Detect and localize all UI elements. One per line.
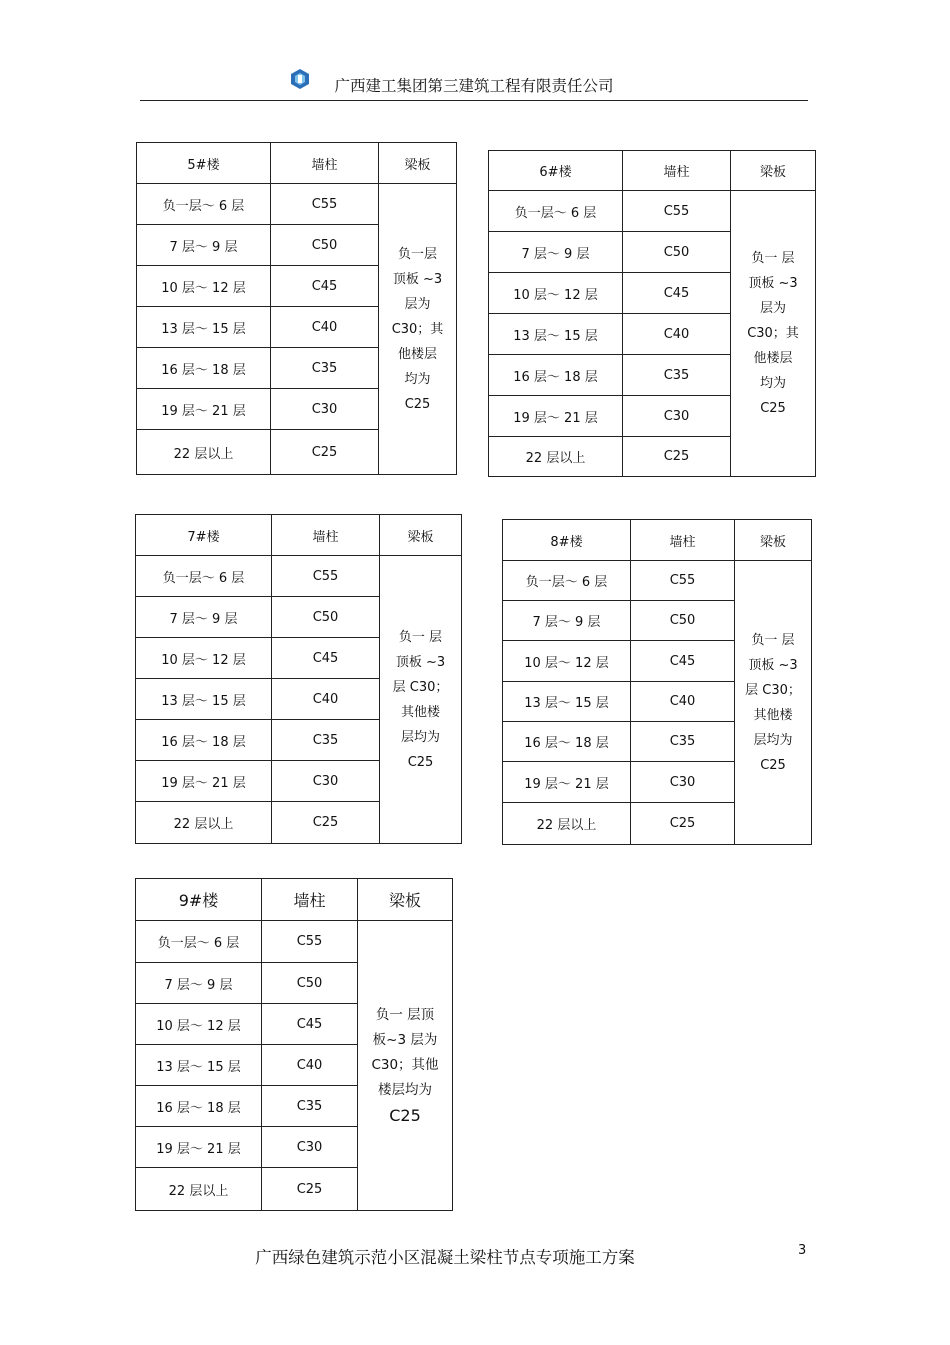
wall-grade: C25 (623, 437, 731, 477)
floor-range: 13 层～ 15 层 (489, 314, 623, 355)
wall-grade: C35 (271, 348, 379, 389)
wall-grade: C50 (271, 225, 379, 266)
wall-grade: C55 (631, 561, 735, 601)
concrete-grade-table-8 (502, 519, 812, 845)
floor-range: 16 层～ 18 层 (137, 348, 271, 389)
company-name: 广西建工集团第三建筑工程有限责任公司 (334, 77, 614, 95)
floor-range: 7 层～ 9 层 (136, 597, 272, 638)
slab-column-header: 梁板 (358, 879, 453, 921)
floor-range: 22 层以上 (136, 1168, 262, 1211)
floor-range: 负一层～ 6 层 (136, 556, 272, 597)
wall-grade: C55 (623, 191, 731, 232)
floor-range: 19 层～ 21 层 (137, 389, 271, 430)
wall-column-header: 墙柱 (623, 151, 731, 191)
wall-grade: C40 (272, 679, 380, 720)
wall-grade: C35 (623, 355, 731, 396)
wall-grade: C55 (262, 921, 358, 963)
building-label: 7#楼 (136, 515, 272, 556)
wall-grade: C50 (631, 601, 735, 641)
floor-range: 10 层～ 12 层 (503, 641, 631, 682)
wall-grade: C45 (272, 638, 380, 679)
wall-grade: C30 (262, 1127, 358, 1168)
wall-grade: C25 (271, 430, 379, 475)
slab-grade-note: 负一 层 顶板 ~3 层 C30； 其他楼 层均为 C25 (380, 556, 462, 844)
slab-grade-note: 负一层 顶板 ~3 层为 C30；其 他楼层 均为 C25 (379, 184, 457, 475)
wall-column-header: 墙柱 (272, 515, 380, 556)
floor-range: 16 层～ 18 层 (136, 1086, 262, 1127)
wall-grade: C30 (272, 761, 380, 802)
floor-range: 19 层～ 21 层 (503, 762, 631, 803)
concrete-grade-table-6 (488, 150, 816, 477)
slab-column-header: 梁板 (380, 515, 462, 556)
floor-range: 7 层～ 9 层 (489, 232, 623, 273)
wall-column-header: 墙柱 (271, 143, 379, 184)
building-label: 8#楼 (503, 520, 631, 561)
floor-range: 16 层～ 18 层 (136, 720, 272, 761)
concrete-grade-table-7 (135, 514, 462, 844)
floor-range: 10 层～ 12 层 (489, 273, 623, 314)
floor-range: 7 层～ 9 层 (137, 225, 271, 266)
floor-range: 22 层以上 (137, 430, 271, 475)
wall-grade: C50 (272, 597, 380, 638)
wall-grade: C45 (623, 273, 731, 314)
floor-range: 10 层～ 12 层 (137, 266, 271, 307)
floor-range: 16 层～ 18 层 (489, 355, 623, 396)
page-number: 3 (798, 1243, 807, 1258)
slab-column-header: 梁板 (379, 143, 457, 184)
floor-range: 19 层～ 21 层 (136, 761, 272, 802)
floor-range: 7 层～ 9 层 (503, 601, 631, 641)
floor-range: 负一层～ 6 层 (503, 561, 631, 601)
floor-range: 负一层～ 6 层 (489, 191, 623, 232)
floor-range: 16 层～ 18 层 (503, 722, 631, 762)
wall-grade: C50 (623, 232, 731, 273)
wall-column-header: 墙柱 (262, 879, 358, 921)
floor-range: 13 层～ 15 层 (503, 682, 631, 722)
concrete-grade-table-9 (135, 878, 453, 1211)
building-label: 9#楼 (136, 879, 262, 921)
floor-range: 7 层～ 9 层 (136, 963, 262, 1004)
floor-range: 负一层～ 6 层 (137, 184, 271, 225)
floor-range: 13 层～ 15 层 (136, 1045, 262, 1086)
slab-column-header: 梁板 (735, 520, 812, 561)
wall-grade: C55 (271, 184, 379, 225)
document-title-footer: 广西绿色建筑示范小区混凝土梁柱节点专项施工方案 (255, 1248, 635, 1267)
floor-range: 19 层～ 21 层 (136, 1127, 262, 1168)
wall-grade: C40 (631, 682, 735, 722)
floor-range: 13 层～ 15 层 (137, 307, 271, 348)
wall-grade: C35 (262, 1086, 358, 1127)
floor-range: 19 层～ 21 层 (489, 396, 623, 437)
wall-grade: C40 (271, 307, 379, 348)
wall-grade: C55 (272, 556, 380, 597)
floor-range: 22 层以上 (489, 437, 623, 477)
wall-grade: C40 (623, 314, 731, 355)
floor-range: 13 层～ 15 层 (136, 679, 272, 720)
wall-grade: C45 (271, 266, 379, 307)
slab-column-header: 梁板 (731, 151, 816, 191)
wall-grade: C35 (631, 722, 735, 762)
concrete-grade-table-5 (136, 142, 457, 475)
wall-column-header: 墙柱 (631, 520, 735, 561)
wall-grade: C40 (262, 1045, 358, 1086)
floor-range: 10 层～ 12 层 (136, 638, 272, 679)
slab-grade-note: 负一 层 顶板 ~3 层 C30； 其他楼 层均为 C25 (735, 561, 812, 845)
page-header (140, 68, 808, 101)
building-label: 6#楼 (489, 151, 623, 191)
slab-grade-note: 负一 层顶 板~3 层为 C30；其他 楼层均为 C25 (358, 921, 453, 1211)
wall-grade: C25 (631, 803, 735, 845)
wall-grade: C45 (262, 1004, 358, 1045)
wall-grade: C30 (631, 762, 735, 803)
floor-range: 22 层以上 (503, 803, 631, 845)
floor-range: 负一层～ 6 层 (136, 921, 262, 963)
building-label: 5#楼 (137, 143, 271, 184)
wall-grade: C25 (262, 1168, 358, 1211)
wall-grade: C45 (631, 641, 735, 682)
slab-grade-note: 负一 层 顶板 ~3 层为 C30；其 他楼层 均为 C25 (731, 191, 816, 477)
floor-range: 22 层以上 (136, 802, 272, 844)
wall-grade: C30 (623, 396, 731, 437)
wall-grade: C50 (262, 963, 358, 1004)
wall-grade: C30 (271, 389, 379, 430)
wall-grade: C25 (272, 802, 380, 844)
floor-range: 10 层～ 12 层 (136, 1004, 262, 1045)
wall-grade: C35 (272, 720, 380, 761)
